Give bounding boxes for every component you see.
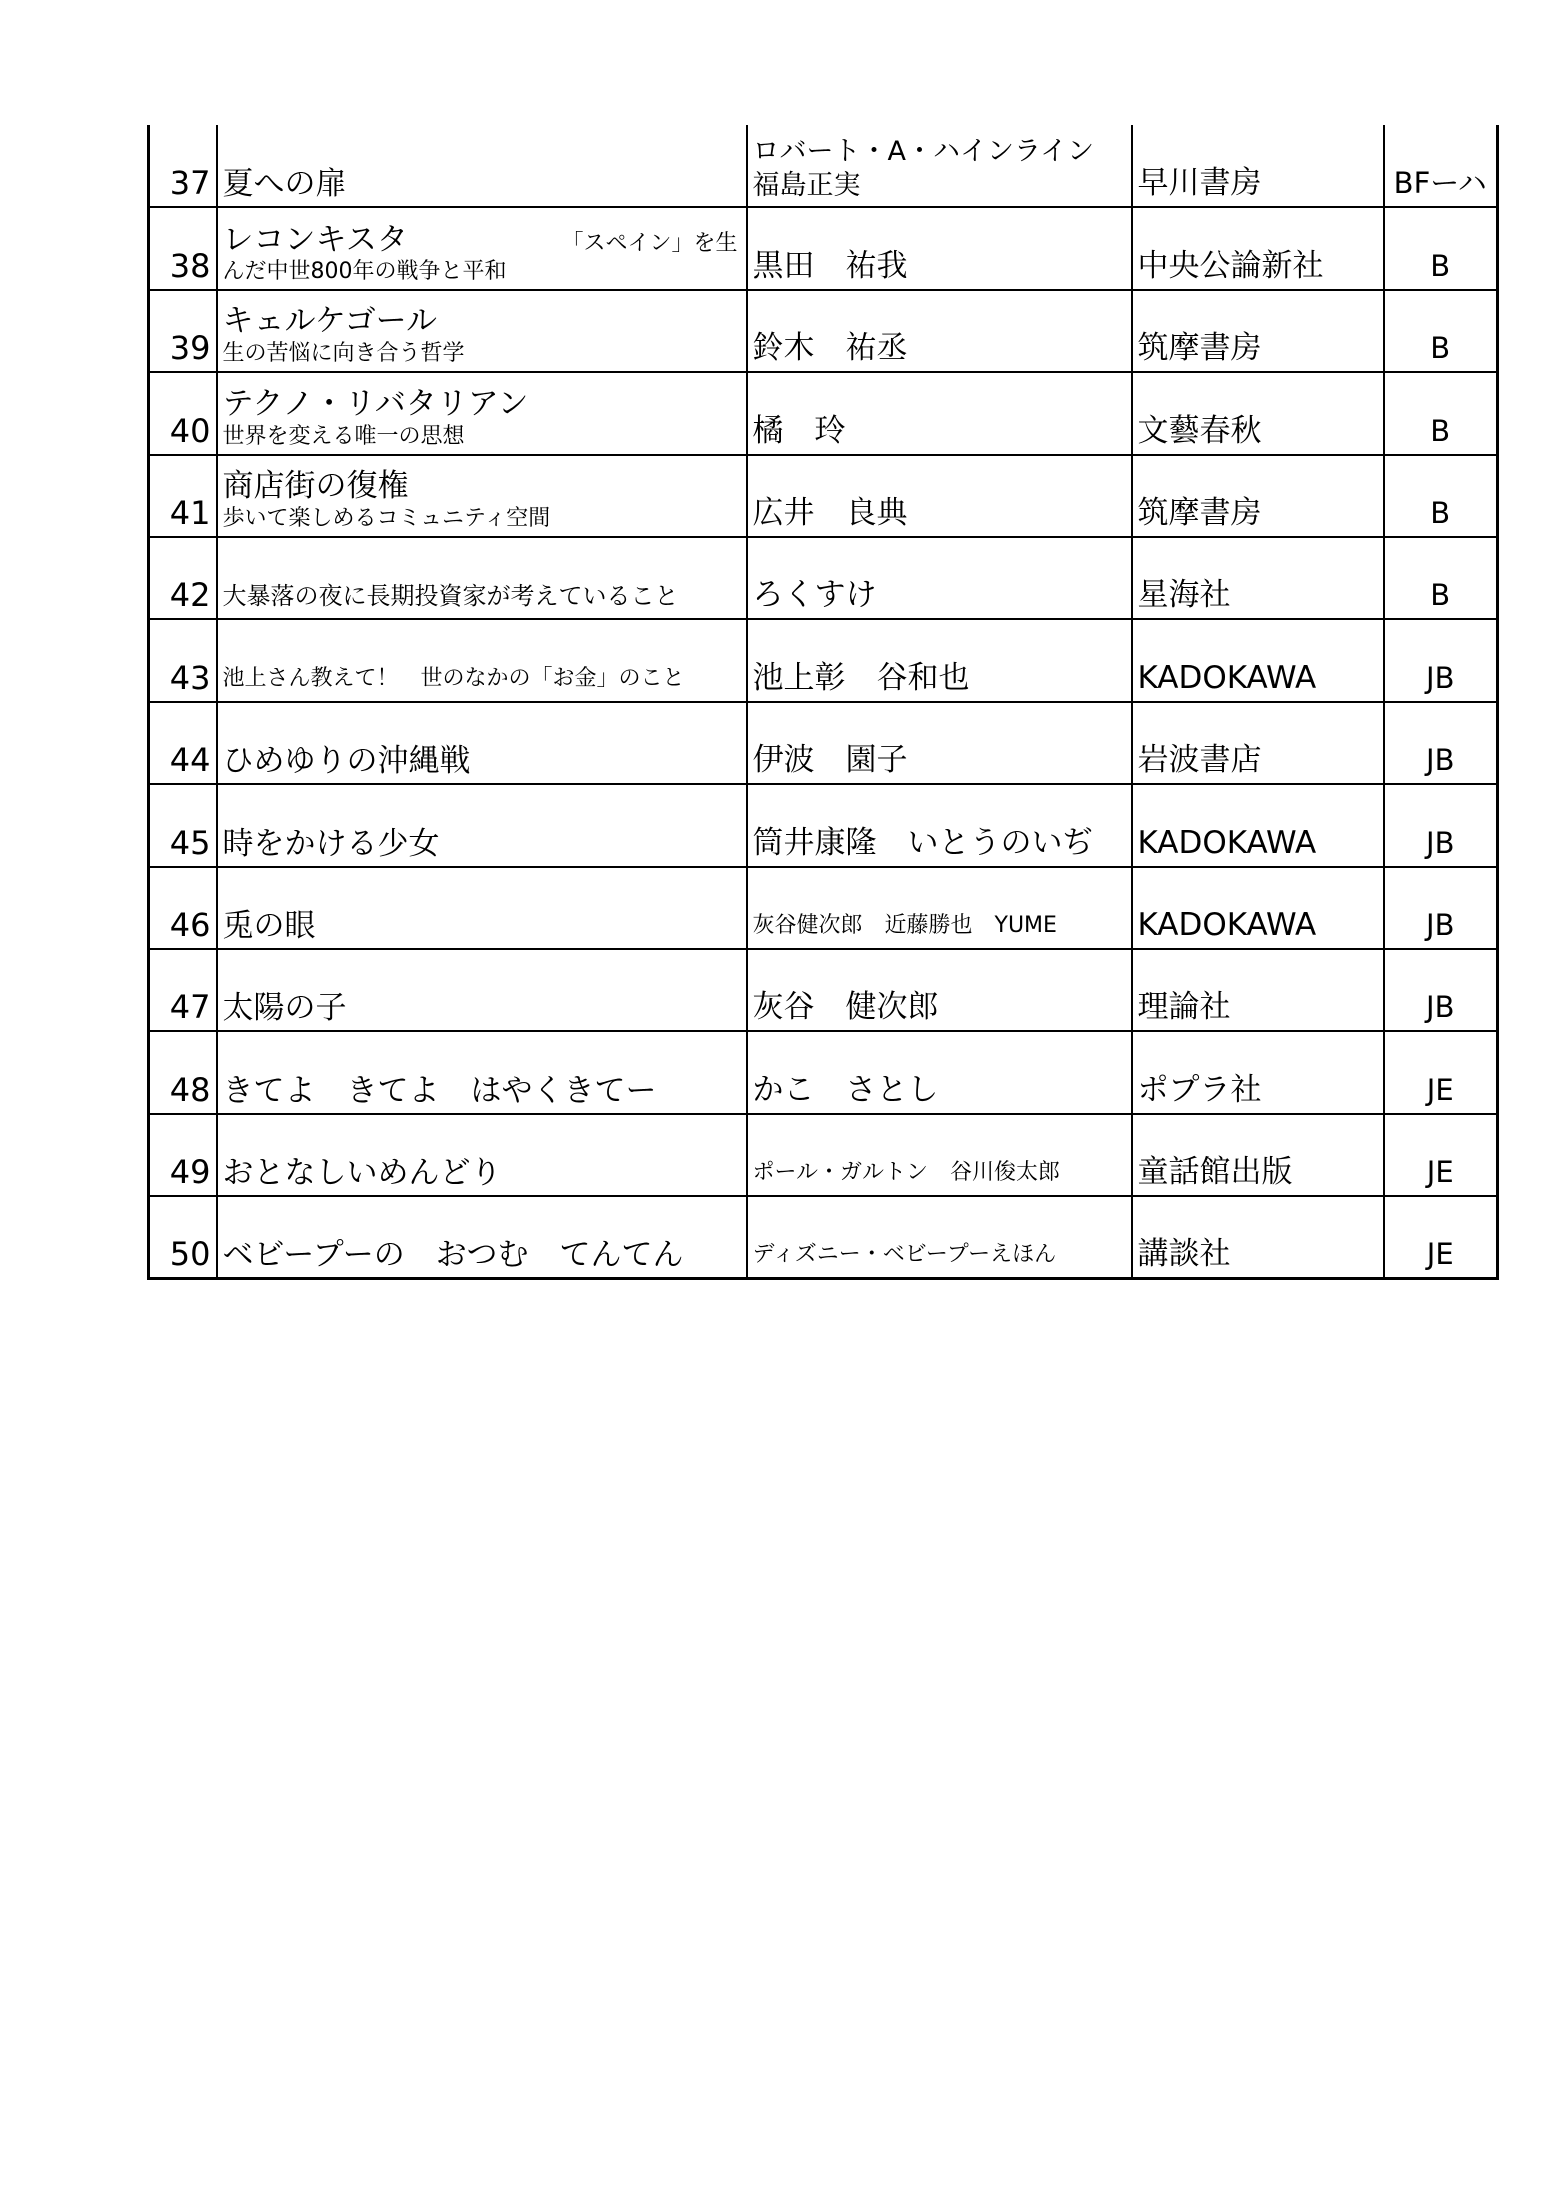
table-row <box>149 1031 1498 1113</box>
classification-code: JB <box>1384 867 1498 949</box>
book-title-cell <box>217 867 747 949</box>
table-row <box>149 537 1498 619</box>
book-title-cell <box>217 949 747 1031</box>
author-cell <box>747 455 1132 537</box>
classification-code: B <box>1384 207 1498 289</box>
author-name: 灰谷健次郎 近藤勝也 YUME <box>752 912 1057 938</box>
author-cell <box>747 867 1132 949</box>
author-name: ディズニー・ベビープーえほん <box>752 1242 1057 1267</box>
book-subtitle-part: 「スペイン」を生 <box>561 230 738 256</box>
publisher: 童話館出版 <box>1132 1114 1384 1196</box>
classification-code: BFーハ <box>1384 125 1498 207</box>
author-name: ろくすけ <box>752 577 877 614</box>
table-row <box>149 619 1498 701</box>
table-row <box>149 207 1498 289</box>
publisher: 早川書房 <box>1132 125 1384 207</box>
author-name: 筒井康隆 いとうのいぢ <box>752 824 1094 861</box>
author-cell <box>747 702 1132 784</box>
row-number: 38 <box>149 207 217 289</box>
book-title-cell <box>217 1114 747 1196</box>
book-title-cell <box>217 207 747 289</box>
classification-code: B <box>1384 290 1498 372</box>
book-title-cell <box>217 619 747 701</box>
row-number: 48 <box>149 1031 217 1113</box>
author-name: ロバート・A・ハインライン <box>752 136 1095 168</box>
translator-name: 福島正実 <box>752 170 861 202</box>
publisher: 星海社 <box>1132 537 1384 619</box>
author-cell <box>747 949 1132 1031</box>
table-row <box>149 1196 1498 1278</box>
publisher: 筑摩書房 <box>1132 290 1384 372</box>
book-title-cell <box>217 784 747 866</box>
book-subtitle: 歩いて楽しめるコミュニティ空間 <box>222 505 551 531</box>
classification-code: JE <box>1384 1031 1498 1113</box>
table-row <box>149 455 1498 537</box>
publisher: KADOKAWA <box>1132 867 1384 949</box>
row-number: 49 <box>149 1114 217 1196</box>
author-cell <box>747 619 1132 701</box>
publisher: 筑摩書房 <box>1132 455 1384 537</box>
row-number: 40 <box>149 372 217 454</box>
author-cell <box>747 537 1132 619</box>
author-cell <box>747 290 1132 372</box>
row-number: 42 <box>149 537 217 619</box>
classification-code: JB <box>1384 784 1498 866</box>
classification-code: JE <box>1384 1196 1498 1278</box>
table-row <box>149 784 1498 866</box>
book-title-line <box>223 222 746 258</box>
classification-code: JB <box>1384 702 1498 784</box>
author-name: 黒田 祐我 <box>752 247 908 284</box>
book-title: おとなしいめんどり <box>222 1155 502 1192</box>
row-number: 45 <box>149 784 217 866</box>
author-name: 池上彰 谷和也 <box>752 659 970 696</box>
row-number: 50 <box>149 1196 217 1278</box>
row-number: 43 <box>149 619 217 701</box>
book-title-cell <box>217 455 747 537</box>
publisher: KADOKAWA <box>1132 619 1384 701</box>
table-row <box>149 702 1498 784</box>
publisher: 岩波書店 <box>1132 702 1384 784</box>
book-title: 兎の眼 <box>222 907 316 944</box>
book-title: 大暴落の夜に長期投資家が考えていること <box>222 582 679 611</box>
author-name: 鈴木 祐丞 <box>752 330 908 367</box>
book-title-cell <box>217 372 747 454</box>
classification-code: B <box>1384 455 1498 537</box>
table-row <box>149 290 1498 372</box>
book-title: ひめゆりの沖縄戦 <box>222 743 471 780</box>
book-title: きてよ きてよ はやくきてー <box>222 1072 657 1109</box>
author-cell <box>747 1031 1132 1113</box>
book-title-cell <box>217 702 747 784</box>
author-name: 伊波 園子 <box>752 742 908 779</box>
author-cell <box>747 125 1132 207</box>
book-title: 夏への扉 <box>222 166 347 203</box>
table-row <box>149 125 1498 207</box>
book-title-cell <box>217 1196 747 1278</box>
author-name: 灰谷 健次郎 <box>752 989 939 1026</box>
classification-code: JB <box>1384 949 1498 1031</box>
book-title-cell <box>217 290 747 372</box>
author-name: ポール・ガルトン 谷川俊太郎 <box>752 1160 1061 1186</box>
book-title: 時をかける少女 <box>222 825 440 862</box>
publisher: 講談社 <box>1132 1196 1384 1278</box>
book-title: キェルケゴール <box>222 303 438 340</box>
book-title: ベビープーの おつむ てんてん <box>222 1237 684 1273</box>
book-title-cell <box>217 1031 747 1113</box>
publisher: ポプラ社 <box>1132 1031 1384 1113</box>
author-cell <box>747 1196 1132 1278</box>
table-row <box>149 372 1498 454</box>
classification-code: JE <box>1384 1114 1498 1196</box>
book-subtitle: んだ中世800年の戦争と平和 <box>222 258 507 284</box>
publisher: KADOKAWA <box>1132 784 1384 866</box>
publisher: 理論社 <box>1132 949 1384 1031</box>
book-subtitle: 生の苦悩に向き合う哲学 <box>222 341 465 367</box>
author-cell <box>747 784 1132 866</box>
row-number: 39 <box>149 290 217 372</box>
book-list-table <box>147 125 1499 1280</box>
classification-code: B <box>1384 372 1498 454</box>
author-cell <box>747 1114 1132 1196</box>
classification-code: B <box>1384 537 1498 619</box>
book-title: テクノ・リバタリアン <box>222 385 529 422</box>
table-row <box>149 1114 1498 1196</box>
author-name: 橘 玲 <box>752 412 846 449</box>
author-cell <box>747 207 1132 289</box>
row-number: 46 <box>149 867 217 949</box>
book-subtitle: 世界を変える唯一の思想 <box>222 423 465 449</box>
row-number: 37 <box>149 125 217 207</box>
book-title: レコンキスタ <box>222 221 408 258</box>
publisher: 文藝春秋 <box>1132 372 1384 454</box>
row-number: 44 <box>149 702 217 784</box>
author-cell <box>747 372 1132 454</box>
book-title-cell <box>217 125 747 207</box>
publisher: 中央公論新社 <box>1132 207 1384 289</box>
table-row <box>149 867 1498 949</box>
author-name: かこ さとし <box>752 1071 939 1108</box>
row-number: 47 <box>149 949 217 1031</box>
book-title: 太陽の子 <box>222 990 347 1027</box>
row-number: 41 <box>149 455 217 537</box>
book-title: 池上さん教えて！ 世のなかの「お金」のこと <box>222 665 685 691</box>
classification-code: JB <box>1384 619 1498 701</box>
book-title: 商店街の復権 <box>222 467 409 504</box>
book-title-cell <box>217 537 747 619</box>
author-name: 広井 良典 <box>752 494 908 531</box>
table-row <box>149 949 1498 1031</box>
